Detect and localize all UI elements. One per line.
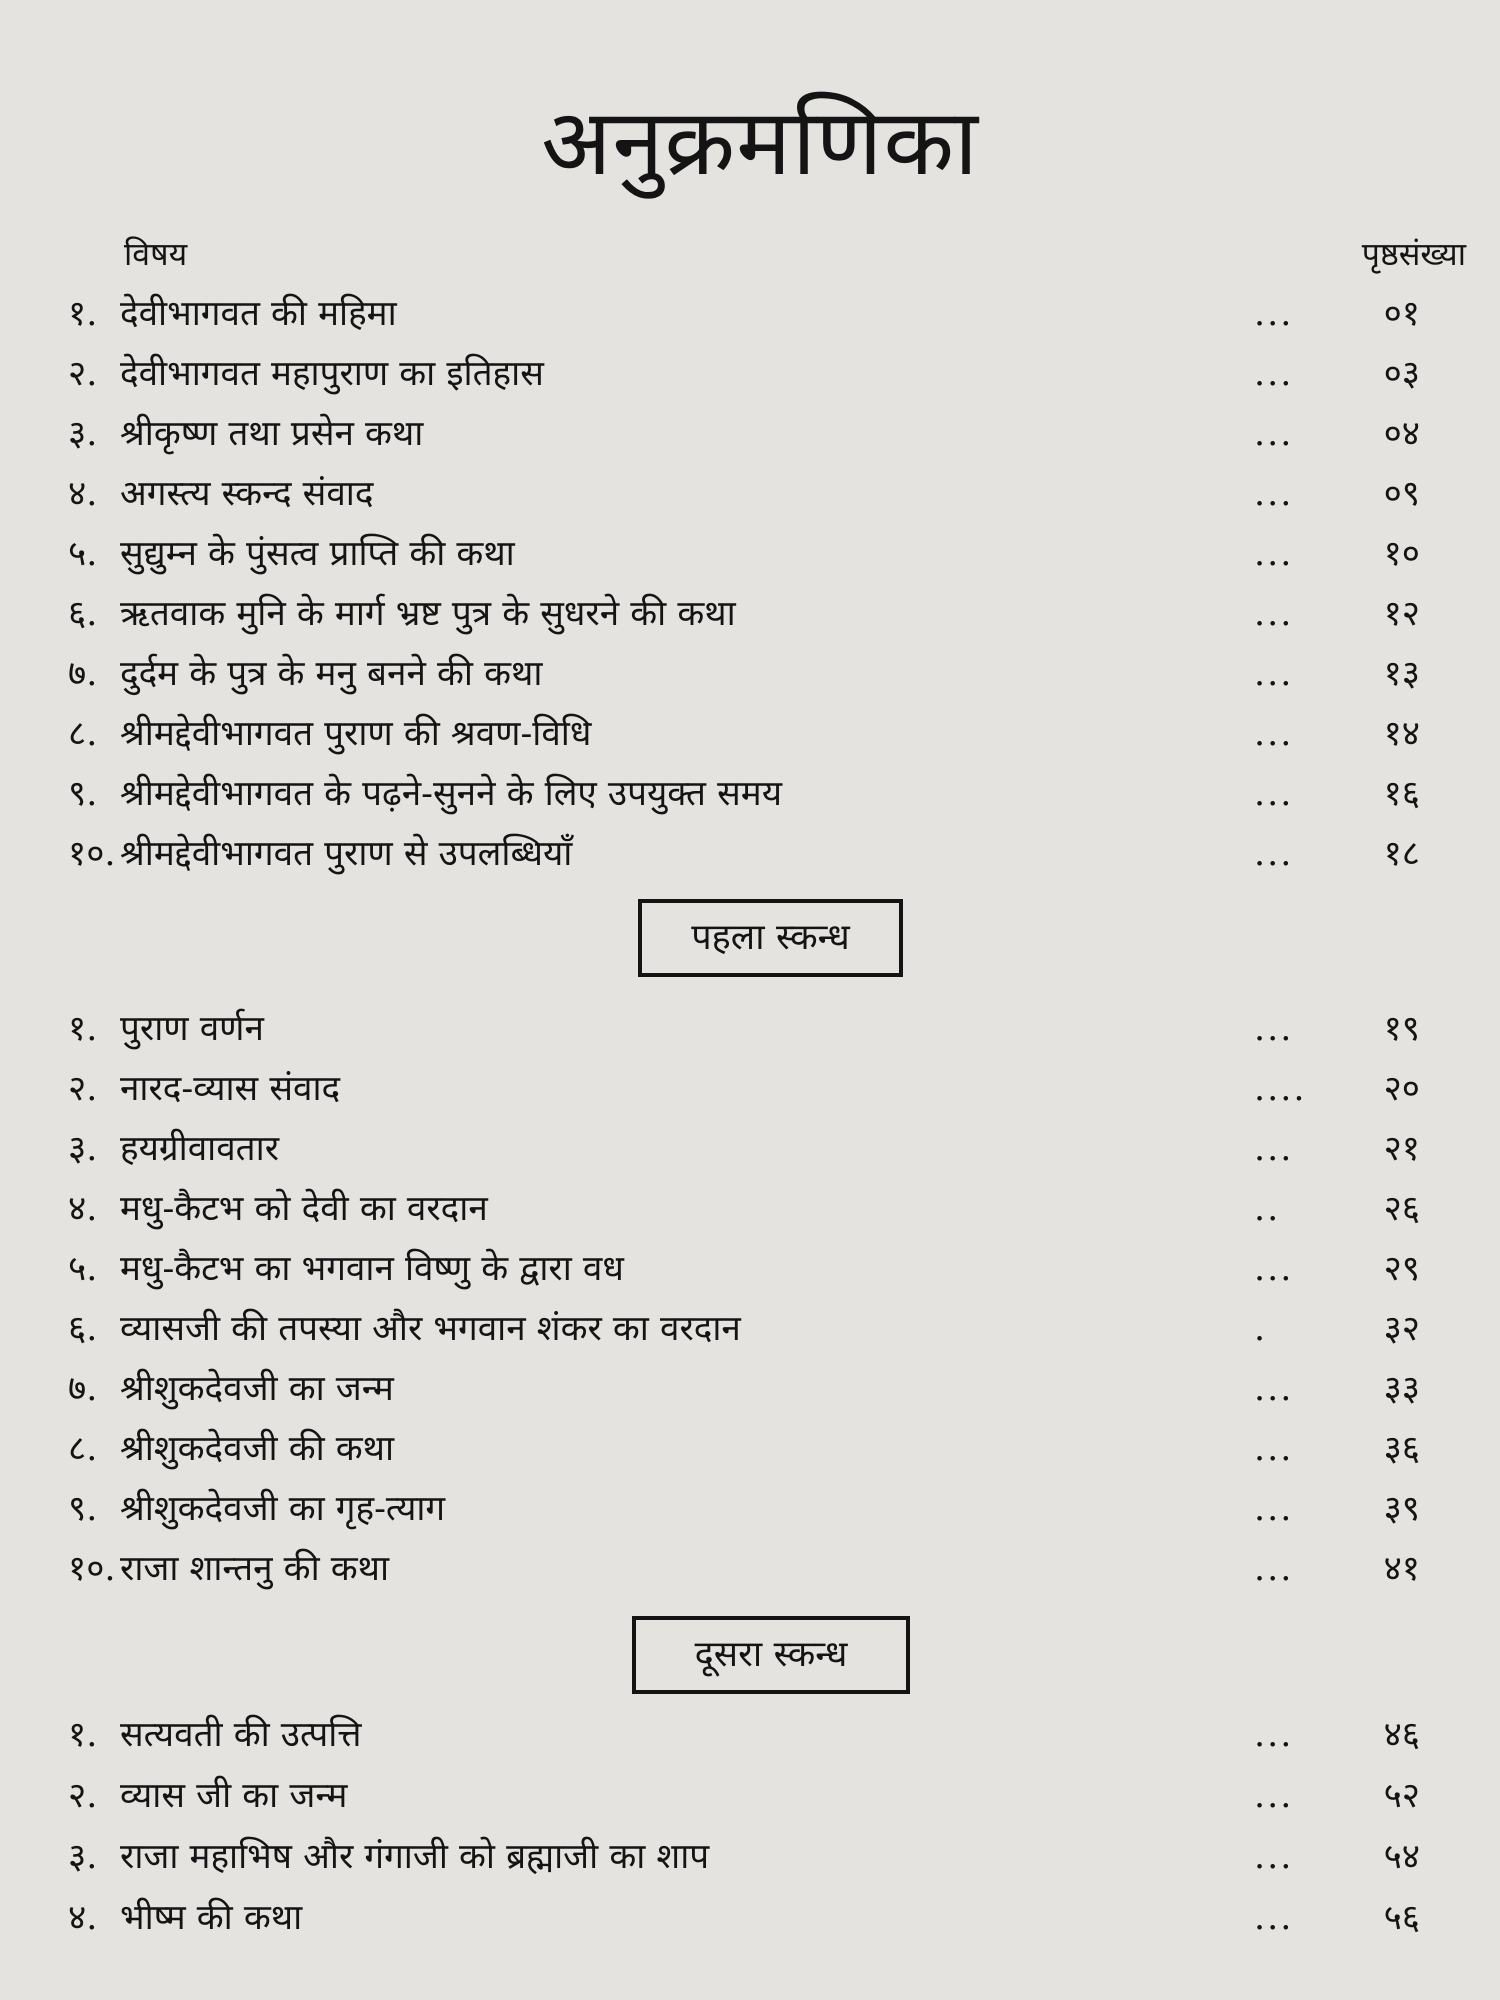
page-number-column-header: पृष्ठसंख्या — [1361, 235, 1466, 273]
entry-number: ३. — [68, 1837, 98, 1877]
entry-number: २. — [68, 1069, 98, 1109]
entry-leader: ... — [1254, 1369, 1294, 1409]
entry-number: ८. — [68, 714, 98, 754]
toc-entry — [0, 1540, 1500, 1600]
toc-entry — [0, 405, 1500, 465]
entry-page: ५४ — [1383, 1837, 1420, 1877]
entry-number: ९. — [68, 1489, 98, 1529]
entry-title: व्यास जी का जन्म — [120, 1776, 348, 1816]
entry-number: १. — [68, 294, 98, 334]
entry-page: ०३ — [1383, 354, 1420, 394]
entry-title: देवीभागवत महापुराण का इतिहास — [120, 354, 544, 394]
entry-number: १०. — [68, 834, 116, 874]
entry-number: १. — [68, 1715, 98, 1755]
toc-entry — [0, 1060, 1500, 1120]
entry-title: अगस्त्य स्कन्द संवाद — [120, 474, 374, 514]
entry-leader: .... — [1254, 1069, 1307, 1109]
section-heading-box: पहला स्कन्ध — [638, 899, 903, 977]
toc-entry — [0, 1240, 1500, 1300]
entry-number: ८. — [68, 1429, 98, 1469]
entry-number: ६. — [68, 594, 98, 634]
entry-leader: ... — [1254, 594, 1294, 634]
entry-leader: ... — [1254, 774, 1294, 814]
entry-number: ६. — [68, 1309, 98, 1349]
toc-entry — [0, 1828, 1500, 1888]
entry-number: ५. — [68, 1249, 98, 1289]
entry-page: १९ — [1383, 1009, 1420, 1049]
entry-page: ४१ — [1383, 1549, 1420, 1589]
entry-leader: ... — [1254, 414, 1294, 454]
entry-page: १८ — [1383, 834, 1420, 874]
toc-entry — [0, 1420, 1500, 1480]
entry-title: नारद-व्यास संवाद — [120, 1069, 341, 1109]
entry-leader: ... — [1254, 1129, 1294, 1169]
toc-entry — [0, 465, 1500, 525]
toc-entry — [0, 525, 1500, 585]
toc-entry — [0, 1480, 1500, 1540]
entry-number: १०. — [68, 1549, 116, 1589]
entry-number: ४. — [68, 1898, 98, 1938]
entry-leader: ... — [1254, 1549, 1294, 1589]
entry-leader: ... — [1254, 474, 1294, 514]
entry-leader: .. — [1254, 1189, 1281, 1229]
entry-page: १४ — [1383, 714, 1420, 754]
toc-entry — [0, 1767, 1500, 1827]
entry-page: ०९ — [1383, 474, 1420, 514]
entry-title: हयग्रीवावतार — [120, 1129, 280, 1169]
entry-page: ३२ — [1383, 1309, 1420, 1349]
entry-number: ३. — [68, 1129, 98, 1169]
entry-number: ७. — [68, 654, 98, 694]
entry-page: २० — [1383, 1069, 1420, 1109]
toc-entry — [0, 765, 1500, 825]
entry-title: श्रीशुकदेवजी की कथा — [120, 1429, 395, 1469]
toc-entry — [0, 585, 1500, 645]
toc-entry — [0, 345, 1500, 405]
toc-entry — [0, 705, 1500, 765]
entry-page: ०४ — [1383, 414, 1420, 454]
entry-number: ५. — [68, 534, 98, 574]
toc-entry — [0, 645, 1500, 705]
entry-page: ३६ — [1383, 1429, 1420, 1469]
entry-leader: ... — [1254, 1489, 1294, 1529]
toc-entry — [0, 1000, 1500, 1060]
toc-entry — [0, 1180, 1500, 1240]
entry-number: ४. — [68, 1189, 98, 1229]
entry-page: ५२ — [1383, 1776, 1420, 1816]
entry-title: सत्यवती की उत्पत्ति — [120, 1715, 362, 1755]
toc-entry — [0, 1706, 1500, 1766]
entry-leader: ... — [1254, 834, 1294, 874]
subject-column-header: विषय — [124, 235, 188, 273]
entry-number: १. — [68, 1009, 98, 1049]
entry-page: ५६ — [1383, 1898, 1420, 1938]
page-title: अनुक्रमणिका — [541, 89, 979, 196]
entry-title: श्रीमद्देवीभागवत के पढ़ने-सुनने के लिए उपयुक्त समय — [120, 774, 782, 814]
entry-title: श्रीशुकदेवजी का जन्म — [120, 1369, 394, 1409]
entry-number: २. — [68, 354, 98, 394]
entry-leader: . — [1254, 1309, 1268, 1349]
entry-page: १० — [1383, 534, 1420, 574]
entry-leader: ... — [1254, 534, 1294, 574]
entry-page: ३३ — [1383, 1369, 1420, 1409]
toc-entry — [0, 1300, 1500, 1360]
entry-title: देवीभागवत की महिमा — [120, 294, 397, 334]
entry-title: श्रीशुकदेवजी का गृह-त्याग — [120, 1489, 446, 1529]
entry-page: ४६ — [1383, 1715, 1420, 1755]
section-heading-box: दूसरा स्कन्ध — [632, 1616, 910, 1694]
entry-title: सुद्युम्न के पुंसत्व प्राप्ति की कथा — [120, 534, 515, 574]
entry-page: १६ — [1383, 774, 1420, 814]
entry-title: भीष्म की कथा — [120, 1898, 303, 1938]
entry-page: २१ — [1383, 1129, 1420, 1169]
entry-title: श्रीमद्देवीभागवत पुराण से उपलब्धियाँ — [120, 834, 573, 874]
entry-leader: ... — [1254, 1249, 1294, 1289]
entry-leader: ... — [1254, 1429, 1294, 1469]
entry-number: ९. — [68, 774, 98, 814]
entry-title: श्रीकृष्ण तथा प्रसेन कथा — [120, 414, 424, 454]
entry-number: ४. — [68, 474, 98, 514]
toc-entry — [0, 1120, 1500, 1180]
entry-page: ३९ — [1383, 1489, 1420, 1529]
toc-entry — [0, 285, 1500, 345]
entry-title: दुर्दम के पुत्र के मनु बनने की कथा — [120, 654, 543, 694]
entry-leader: ... — [1254, 714, 1294, 754]
entry-title: श्रीमद्देवीभागवत पुराण की श्रवण-विधि — [120, 714, 592, 754]
entry-title: पुराण वर्णन — [120, 1009, 264, 1049]
entry-number: ७. — [68, 1369, 98, 1409]
toc-entry — [0, 825, 1500, 885]
entry-number: २. — [68, 1776, 98, 1816]
entry-leader: ... — [1254, 1715, 1294, 1755]
entry-leader: ... — [1254, 654, 1294, 694]
entry-title: मधु-कैटभ को देवी का वरदान — [120, 1189, 488, 1229]
entry-leader: ... — [1254, 354, 1294, 394]
entry-title: ऋतवाक मुनि के मार्ग भ्रष्ट पुत्र के सुधरने की कथा — [120, 594, 736, 634]
entry-leader: ... — [1254, 294, 1294, 334]
entry-title: व्यासजी की तपस्या और भगवान शंकर का वरदान — [120, 1309, 741, 1349]
entry-page: १३ — [1383, 654, 1420, 694]
entry-title: मधु-कैटभ का भगवान विष्णु के द्वारा वध — [120, 1249, 624, 1289]
entry-leader: ... — [1254, 1837, 1294, 1877]
entry-leader: ... — [1254, 1898, 1294, 1938]
toc-entry — [0, 1360, 1500, 1420]
entry-page: २६ — [1383, 1189, 1420, 1229]
entry-page: २९ — [1383, 1249, 1420, 1289]
entry-title: राजा शान्तनु की कथा — [120, 1549, 390, 1589]
toc-entry — [0, 1889, 1500, 1949]
entry-leader: ... — [1254, 1009, 1294, 1049]
entry-page: ०१ — [1383, 294, 1420, 334]
entry-page: १२ — [1383, 594, 1420, 634]
entry-leader: ... — [1254, 1776, 1294, 1816]
entry-title: राजा महाभिष और गंगाजी को ब्रह्माजी का शाप — [120, 1837, 710, 1877]
entry-number: ३. — [68, 414, 98, 454]
